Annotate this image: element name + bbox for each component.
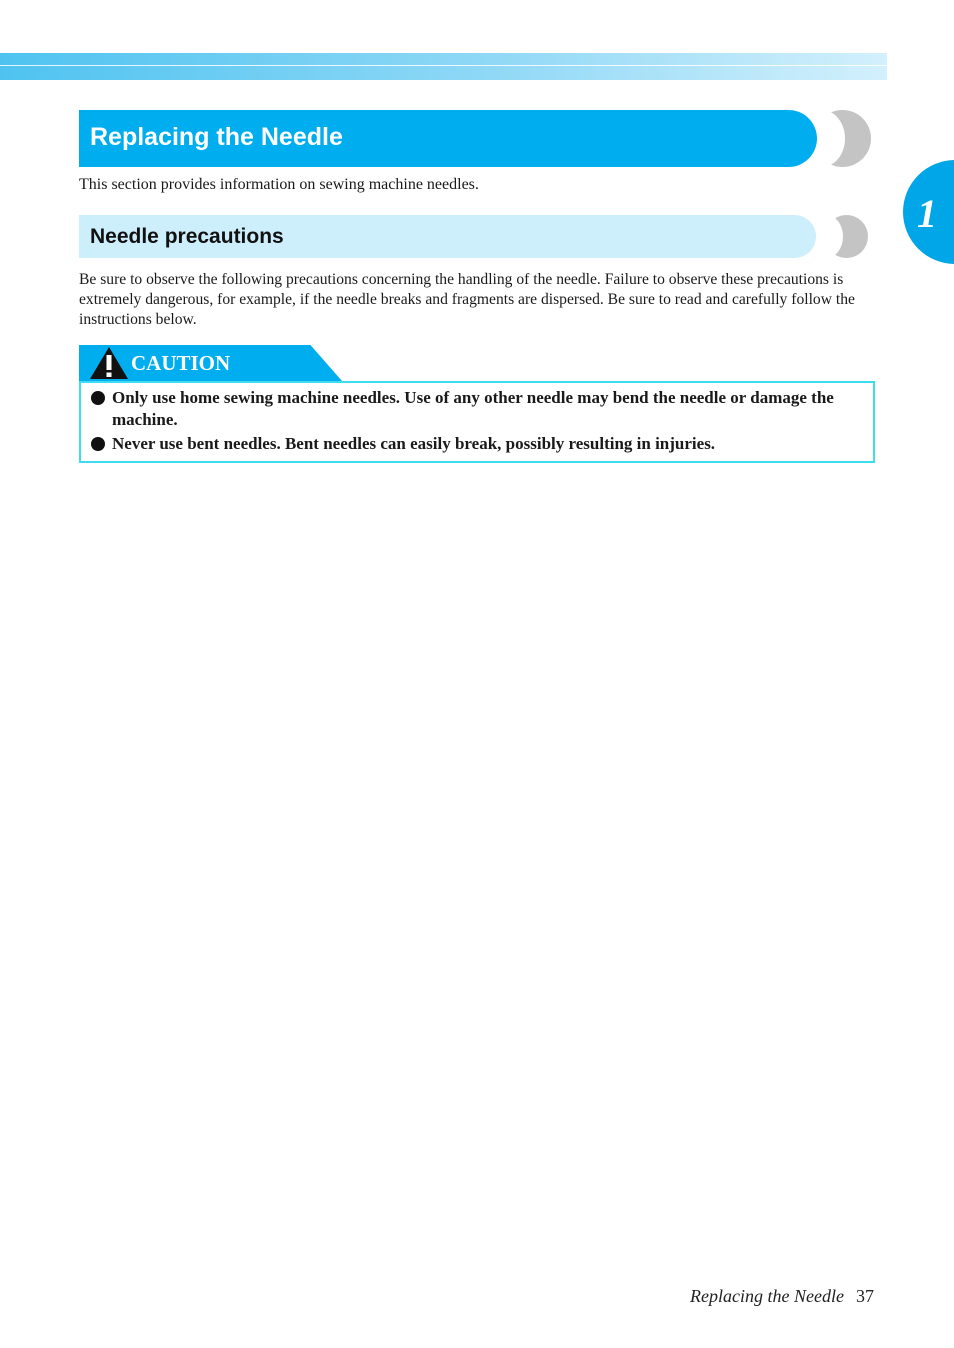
bullet-icon (91, 437, 105, 451)
section-title: Replacing the Needle (90, 123, 343, 151)
page-number: 37 (856, 1286, 874, 1306)
caution-item: Only use home sewing machine needles. Use of any other needle may bend the needle or damage the machine. (112, 388, 834, 429)
chapter-number: 1 (917, 191, 937, 236)
caution-label: CAUTION (131, 351, 231, 375)
precautions-paragraph: Be sure to observe the following precautions concerning the handling of the needle. Failure to observe these precautions is extremely dangerous, for example, if the needle breaks and fragments are dispersed. Be sure to read and carefully follow the instructions below. (79, 271, 855, 328)
header-band (0, 53, 887, 80)
page-footer (690, 1284, 874, 1308)
subsection-title: Needle precautions (90, 225, 284, 248)
section-intro: This section provides information on sewing machine needles. (79, 176, 479, 193)
bullet-icon (91, 391, 105, 405)
caution-item: Never use bent needles. Bent needles can easily break, possibly resulting in injuries. (112, 434, 716, 453)
footer-title: Replacing the Needle (690, 1286, 844, 1306)
warning-triangle-icon (89, 346, 129, 380)
